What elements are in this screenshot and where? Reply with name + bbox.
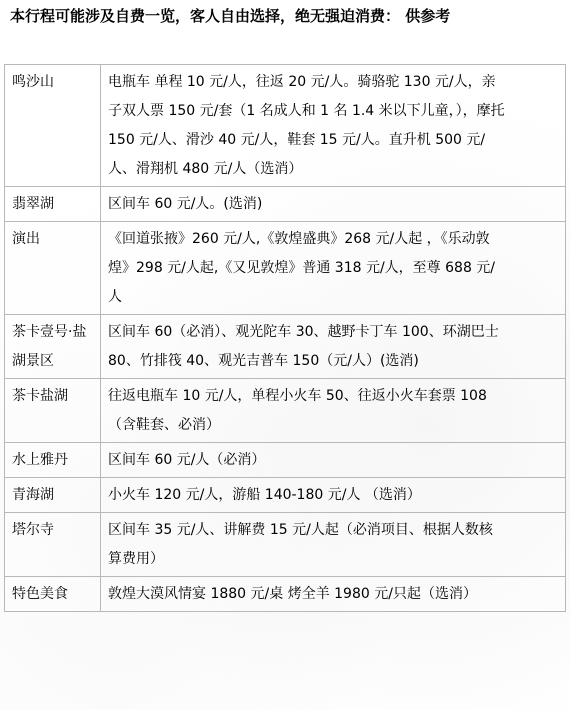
- page-title: 本行程可能涉及自费一览，客人自由选择，绝无强迫消费： 供参考: [10, 7, 451, 25]
- attraction-name: 水上雅丹: [5, 443, 101, 478]
- table-row: [5, 222, 566, 315]
- attraction-name: 演出: [5, 222, 101, 315]
- table-row: [5, 65, 566, 187]
- fee-description: 区间车 35 元/人、讲解费 15 元/人起（必消项目、根据人数核算费用）: [101, 513, 566, 577]
- attraction-name: 鸣沙山: [5, 65, 101, 187]
- attraction-name: 青海湖: [5, 478, 101, 513]
- attraction-name: 茶卡盐湖: [5, 379, 101, 443]
- table-row: [5, 478, 566, 513]
- table-row: [5, 443, 566, 478]
- fee-description: 电瓶车 单程 10 元/人，往返 20 元/人。骑骆驼 130 元/人，亲子双人票 150 元/套（1 名成人和 1 名 1.4 米以下儿童，），摩托 150 元/人、滑沙 40 元/人，鞋套 15 元/人。直升机 500 元/人、滑翔机 480 元/人（选消）: [101, 65, 566, 187]
- table-row: [5, 187, 566, 222]
- fee-description: 敦煌大漠风情宴 1880 元/桌 烤全羊 1980 元/只起（选消）: [101, 577, 566, 612]
- attraction-name: 茶卡壹号·盐湖景区: [5, 315, 101, 379]
- table-row: [5, 513, 566, 577]
- attraction-name: 塔尔寺: [5, 513, 101, 577]
- table-row: [5, 577, 566, 612]
- table-row: [5, 379, 566, 443]
- table-row: [5, 315, 566, 379]
- fee-description: 区间车 60 元/人。(选消): [101, 187, 566, 222]
- fee-description: 区间车 60（必消）、观光陀车 30、越野卡丁车 100、环湖巴士 80、竹排筏 40、观光吉普车 150（元/人）(选消): [101, 315, 566, 379]
- optional-fees-table: [4, 64, 566, 612]
- attraction-name: 翡翠湖: [5, 187, 101, 222]
- fee-description: 区间车 60 元/人（必消）: [101, 443, 566, 478]
- fee-description: 小火车 120 元/人，游船 140-180 元/人 （选消）: [101, 478, 566, 513]
- attraction-name: 特色美食: [5, 577, 101, 612]
- fee-description: 《回道张掖》260 元/人,《敦煌盛典》268 元/人起 ，《乐动敦煌》298 元/人起,《又见敦煌》普通 318 元/人，至尊 688 元/人: [101, 222, 566, 315]
- fee-description: 往返电瓶车 10 元/人，单程小火车 50、往返小火车套票 108（含鞋套、必消）: [101, 379, 566, 443]
